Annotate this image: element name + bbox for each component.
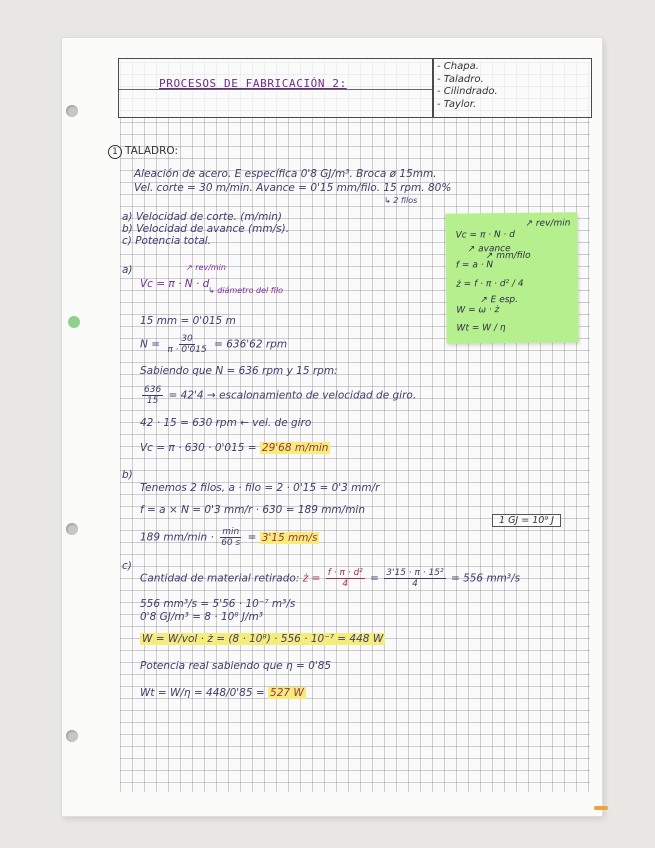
vc-calc [140,442,330,454]
conversion-line: 15 mm = 0'015 m [140,315,236,327]
rev-note: ↗ rev/min [186,263,226,272]
statement-note: ↳ 2 filos [384,196,418,205]
question-item: c) Potencia total. [122,235,212,247]
sticky-line: Vc = π · N · d [455,229,516,241]
page-title: PROCESOS DE FABRICACIÓN 2: [159,77,347,90]
feed-value: 189 mm/min · [140,531,214,544]
fraction-denominator: 4 [342,579,349,589]
total-power-answer: 527 W [270,687,304,699]
spin-speed-line: 42 · 15 = 630 rpm ← vel. de giro [140,417,312,429]
topics-list [437,61,498,111]
fraction-denominator: 60 s [221,538,241,548]
fraction-numerator: min [222,527,240,537]
sticky-line: ↗ avance [467,244,511,255]
vc-answer: 29'68 m/min [261,442,329,454]
topic-item: - Chapa. [437,61,479,72]
step-result: = 42'4 → escalonamiento de velocidad de giro. [168,389,417,402]
section-title: TALADRO: [125,145,179,157]
sticky-line: ż = f · π · d² / 4 [456,278,524,290]
total-power-expression: Wt = W/η = 448/0'85 = [140,687,265,699]
fraction-numerator: 636 [144,385,162,395]
sticky-line: Wt = W / η [456,323,506,334]
topic-item: - Taladro. [437,73,484,85]
feed-rate-line: f = a × N = 0'3 mm/r · 630 = 189 mm/min [140,504,366,516]
step-calc [140,385,416,406]
vc-expression: Vc = π · 630 · 0'015 = [140,442,257,454]
rpm-calc [140,334,287,355]
feed-answer: 3'15 mm/s [261,531,318,544]
topic-item: - Taylor. [437,98,477,110]
removal-formula-fraction [326,568,365,589]
sticky-line: ↗ E esp. [480,294,519,306]
sticky-note [445,212,578,343]
real-power-line: Potencia real sabiendo que η = 0'85 [140,660,332,672]
part-b-label: b) [122,469,133,481]
part-a-label: a) [122,264,133,276]
energy-conversion: 0'8 GJ/m³ = 8 · 10⁸ J/m³ [140,611,263,623]
unit-fraction [219,527,242,548]
feed-per-rev-line: Tenemos 2 filos, a · filo = 2 · 0'15 = 0'3 mm/r [140,482,380,494]
fraction-denominator: 4 [412,579,418,589]
removal-result: = 556 mm³/s [450,572,521,585]
rpm-result: = 636'62 rpm [214,338,288,351]
n-label: N = [140,338,160,351]
header-divider [432,59,434,117]
fraction-numerator: 3'15 · π · 15² [386,568,444,578]
diameter-note: ↳ diámetro del filo [208,286,284,295]
unit-reminder-box: 1 GJ = 10⁹ J [492,514,561,527]
question-item: a) Velocidad de corte. (m/min) [122,211,283,223]
knowing-line: Sabiendo que N = 636 rpm y 15 rpm: [140,365,338,377]
fraction-numerator: f · π · d² [327,568,363,578]
section-heading [108,145,178,159]
section-number: 1 [108,145,122,159]
binder-hole [66,523,78,535]
fraction-denominator: π · 0'015 [167,345,207,355]
sticky-line: ↗ rev/min [525,218,571,229]
part-c-label: c) [122,560,132,572]
sticky-line: ↗ mm/filo [485,250,531,262]
binder-hole [66,105,78,117]
fraction-numerator: 30 [181,334,193,344]
statement-line: Vel. corte = 30 m/min. Avance = 0'15 mm/filo. 15 rpm. 80% [134,182,452,194]
binder-hole-green [68,316,80,328]
removal-values-fraction [384,568,445,589]
statement-line: Aleación de acero. E específica 0'8 GJ/m³. Broca ø 15mm. [134,168,437,180]
volume-conversion: 556 mm³/s = 5'56 · 10⁻⁷ m³/s [140,598,296,610]
step-fraction [142,385,163,406]
rpm-fraction [165,334,208,355]
total-power-calc [140,687,306,699]
removal-label: Cantidad de material retirado: [140,572,300,585]
removal-rate-calc [140,568,520,589]
feed-conversion [140,527,319,548]
sticky-line: f = a · N [455,260,494,271]
fraction-denominator: 15 [146,396,159,406]
binder-hole [66,730,78,742]
power-expression: W = W/vol · ż = (8 · 10⁸) · 556 · 10⁻⁷ = 448 W [142,633,384,645]
equals-sign: = [370,572,379,585]
header-box [118,58,592,118]
page-tab-mark [594,806,608,810]
topic-item: - Cilindrado. [437,86,498,97]
z-label: ż = [302,572,321,585]
sticky-line: W = ω · ż [456,305,500,316]
equals-sign: = [247,531,257,544]
power-calc [140,633,385,645]
question-item: b) Velocidad de avance (mm/s). [122,223,290,235]
vc-formula: Vc = π · N · d [140,278,210,290]
